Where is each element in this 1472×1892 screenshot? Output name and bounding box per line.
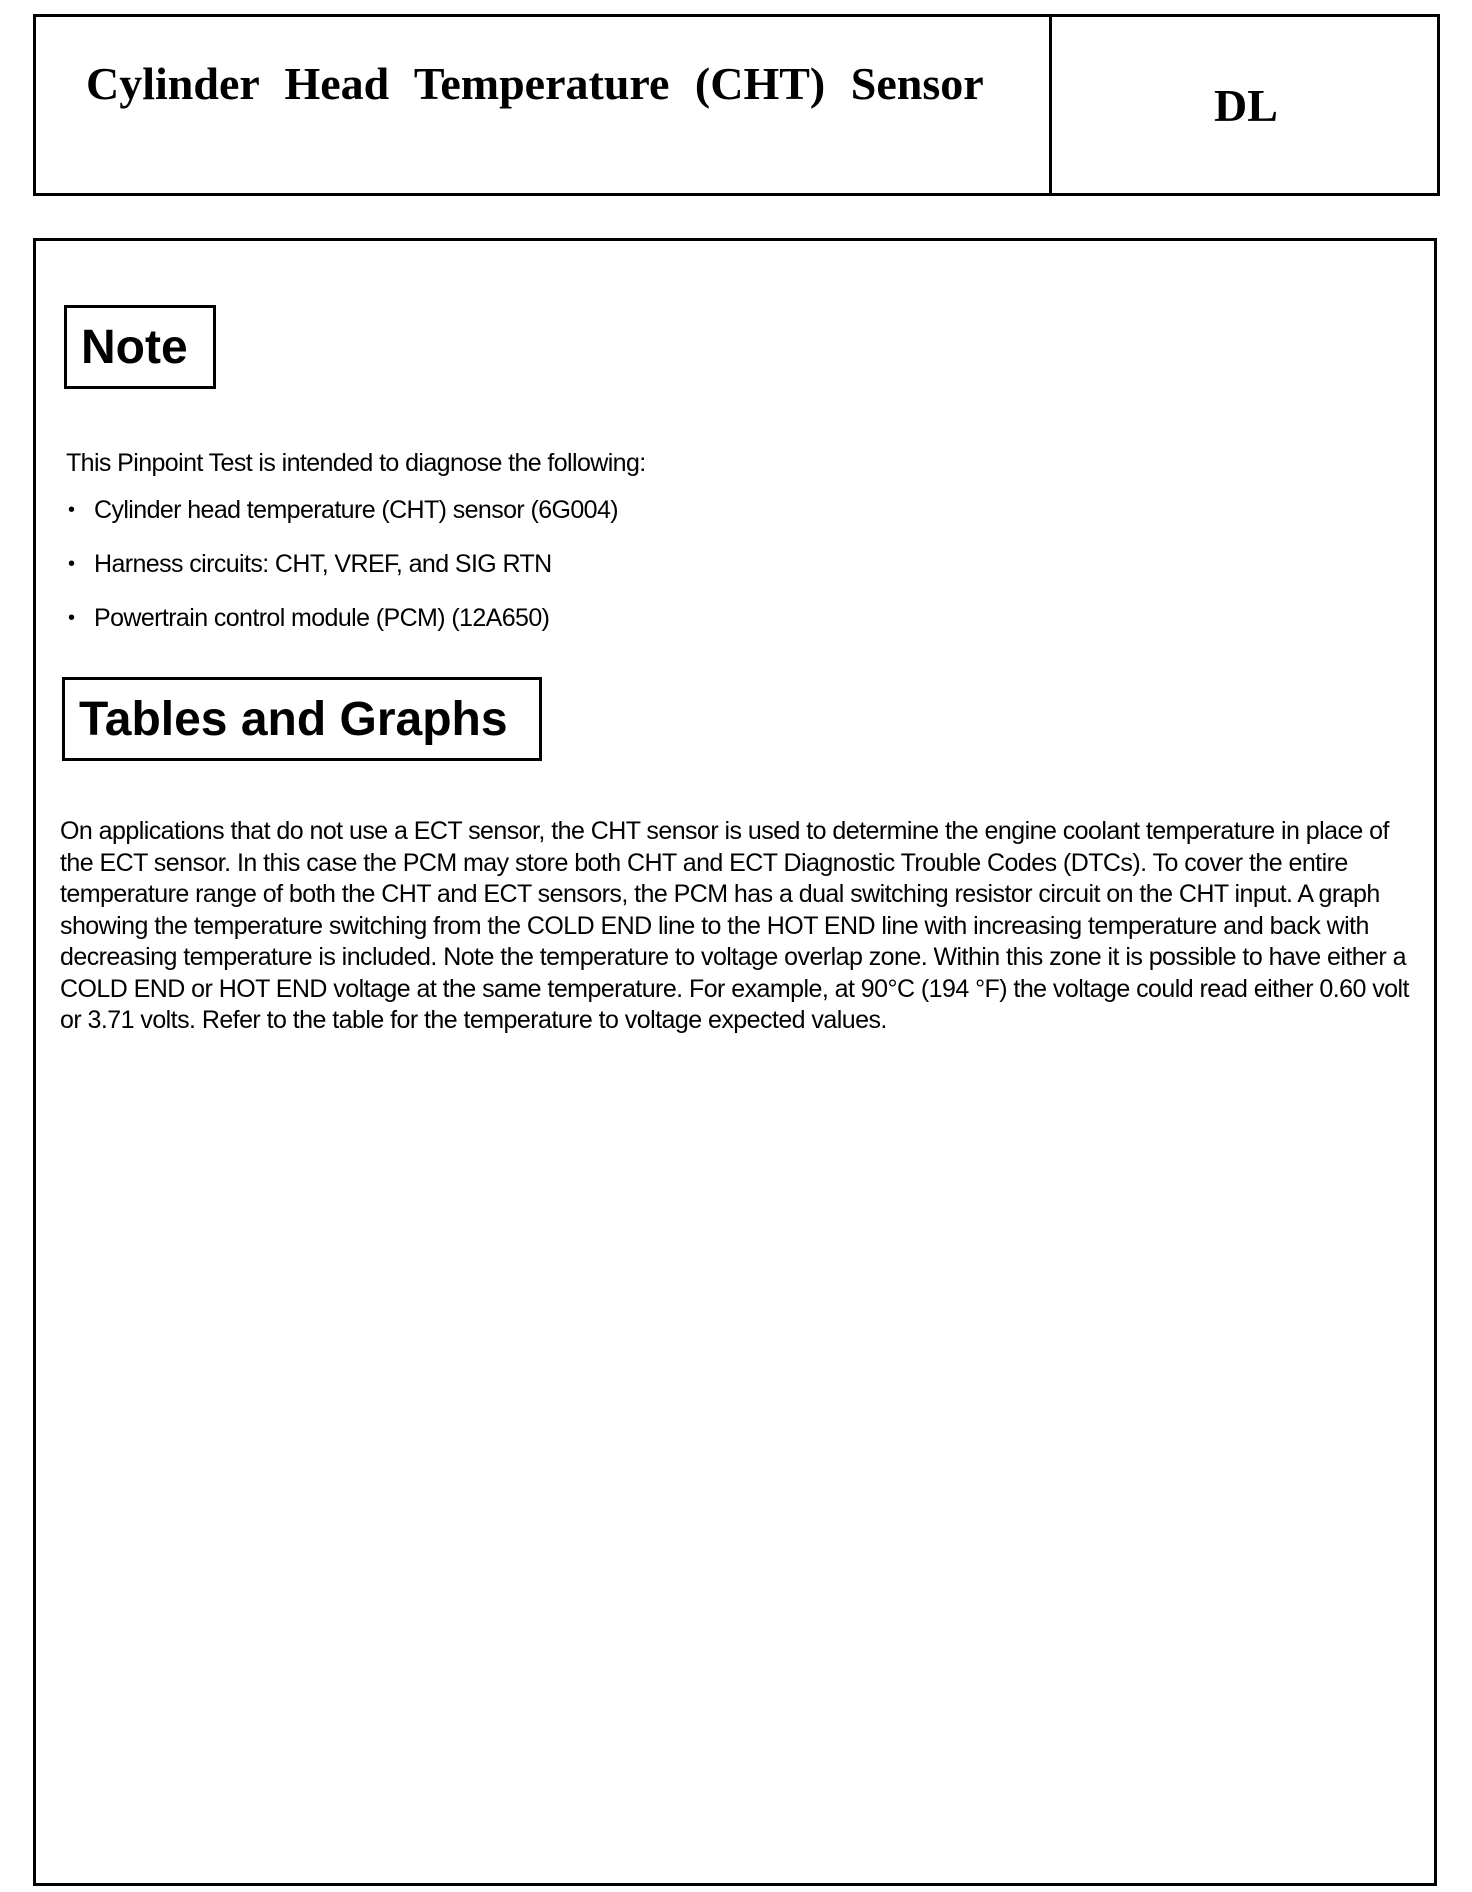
content-box: [33, 238, 1437, 1886]
note-intro: This Pinpoint Test is intended to diagnose the following:: [66, 449, 646, 477]
header-box: [33, 14, 1440, 196]
list-item: • Cylinder head temperature (CHT) sensor (6G004): [66, 495, 618, 549]
diagnose-list: [66, 495, 618, 657]
note-heading: Note: [64, 305, 216, 389]
list-item: • Harness circuits: CHT, VREF, and SIG RTN: [66, 549, 618, 603]
document-title: Cylinder Head Temperature (CHT) Sensor: [86, 58, 984, 109]
section-code: DL: [1214, 79, 1278, 131]
tables-and-graphs-heading: Tables and Graphs: [62, 677, 542, 761]
tables-and-graphs-paragraph: On applications that do not use a ECT sensor, the CHT sensor is used to determine the engine coolant temperature in place of the ECT sensor. In this case the PCM may store both CHT and ECT Diagnostic Trouble Codes (DTCs). To cover the entire temperature range of both the CHT and ECT sensors, the PCM has a dual switching resistor circuit on the CHT input. A graph showing the temperature switching from the COLD END line to the HOT END line with increasing temperature and back with decreasing temperature is included. Note the temperature to voltage overlap zone. Within this zone it is possible to have either a COLD END or HOT END voltage at the same temperature. For example, at 90°C (194 °F) the voltage could read either 0.60 volt or 3.71 volts. Refer to the table for the temperature to voltage expected values.: [60, 817, 1409, 1034]
list-item: • Powertrain control module (PCM) (12A650): [66, 603, 618, 657]
